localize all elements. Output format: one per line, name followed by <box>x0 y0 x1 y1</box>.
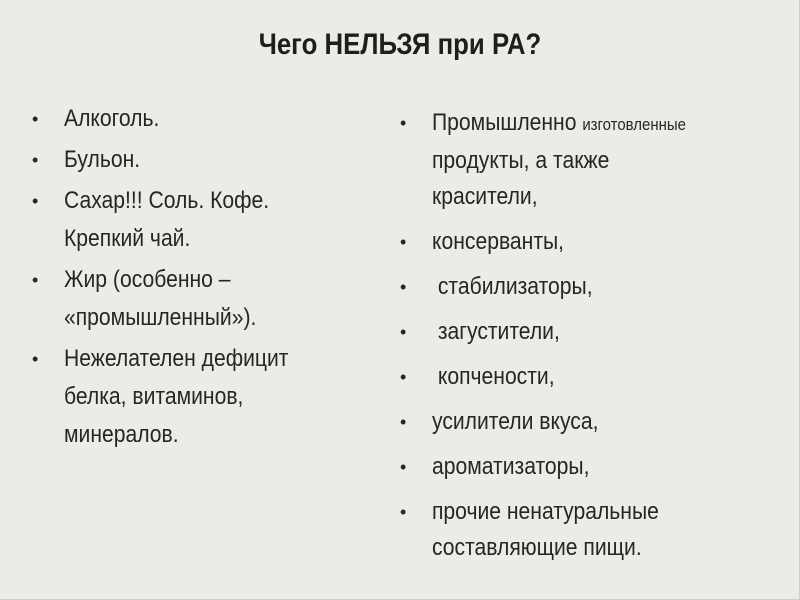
list-item-text: ароматизаторы, <box>432 453 590 480</box>
list-item-text: Нежелателен дефицит белка, витаминов, минералов. <box>64 345 289 448</box>
slide-title: Чего НЕЛЬЗЯ при РА? <box>258 28 542 61</box>
list-item <box>398 105 778 215</box>
bullet-icon: • <box>400 277 407 297</box>
bullet-icon: • <box>400 502 407 522</box>
list-item-text: усилители вкуса, <box>432 408 599 435</box>
list-item-text: Сахар!!! Соль. Кофе. Крепкий чай. <box>64 187 270 252</box>
list-item <box>398 269 778 305</box>
list-item-text: Бульон. <box>64 146 141 173</box>
list-item-text: Алкоголь. <box>64 105 160 132</box>
bullet-icon: • <box>400 412 407 432</box>
list-item <box>398 314 778 350</box>
list-item <box>398 449 778 485</box>
list-item-text: прочие ненатуральные составляющие пищи. <box>432 498 659 561</box>
list-item <box>30 340 370 454</box>
list-item <box>398 494 778 566</box>
bullet-icon: • <box>32 349 39 369</box>
list-item <box>30 261 370 337</box>
list-item-text: копчености, <box>432 363 555 390</box>
list-item <box>398 404 778 440</box>
list-item <box>30 141 370 179</box>
bullet-icon: • <box>32 191 39 211</box>
list-item-text: Жир (особенно – «промышленный»). <box>64 266 257 331</box>
bullet-icon: • <box>32 270 39 290</box>
list-item-text: Промышленно изготовленные продукты, а также красители, <box>432 109 686 210</box>
bullet-icon: • <box>32 150 39 170</box>
list-item-text: загустители, <box>432 318 560 345</box>
list-item <box>30 100 370 138</box>
list-item <box>398 224 778 260</box>
list-item <box>398 359 778 395</box>
list-item-text: стабилизаторы, <box>432 273 593 300</box>
bullet-icon: • <box>400 457 407 477</box>
left-bullet-list <box>30 100 370 457</box>
list-item <box>30 182 370 258</box>
bullet-icon: • <box>400 322 407 342</box>
bullet-icon: • <box>400 232 407 252</box>
right-bullet-list <box>398 105 778 575</box>
bullet-icon: • <box>32 109 39 129</box>
bullet-icon: • <box>400 113 407 133</box>
list-item-text: консерванты, <box>432 228 565 255</box>
bullet-icon: • <box>400 367 407 387</box>
